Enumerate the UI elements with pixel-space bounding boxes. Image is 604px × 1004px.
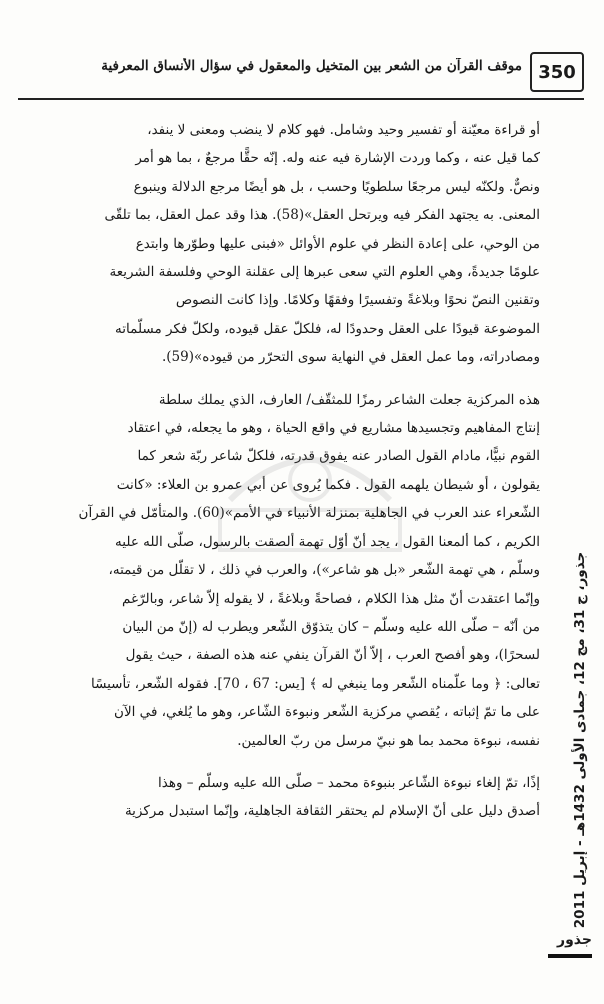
issue-sidebar — [566, 551, 594, 929]
text-line: أصدق دليل على أنّ الإسلام لم يحتقر الثقافة الجاهلية، وإنّما استبدل مركزية — [124, 803, 540, 820]
paragraph-2 — [20, 386, 540, 755]
text-line: ونصٌّ. ولكنّه ليس مرجعًا سلطويًا وحسب ، بل هو أيضًا مرجع الدلالة وينبوع — [133, 178, 540, 195]
text-line: المعنى. به يجتهد الفكر فيه ويرتحل العقل»(58). هذا وقد عمل العقل، بما تلقّى — [104, 207, 540, 224]
text-line: من الوحي، على إعادة النظر في علوم الأوائل «فبنى عليها وطوّرها وابتدع — [135, 235, 540, 252]
page-number: 350 — [530, 52, 584, 92]
text-line: الشّعراء عند العرب في الجاهلية بمنزلة الأنبياء في الأمم»(60). والمتأمّل في القرآن — [78, 505, 540, 522]
paragraph-1 — [20, 116, 540, 372]
text-line: إنتاج المفاهيم وتجسيدها مشاريع في واقع الحياة ، وهو ما يجعله، في اعتقاد — [127, 420, 540, 437]
paragraph-3 — [20, 769, 540, 826]
page-header — [18, 48, 584, 100]
text-line: هذه المركزية جعلت الشاعر رمزًا للمثقّف/ العارف، الذي يملك سلطة — [158, 391, 540, 408]
text-line: ومصادراته، وما عمل العقل في النهاية سوى التحرّر من قيوده»(59). — [161, 349, 540, 366]
text-line: كما قيل عنه ، وكما وردت الإشارة فيه عنه وله. إنّه حقًّا مرجعٌ ، بما هو أمر — [135, 150, 540, 167]
text-line: من أنّه – صلّى الله عليه وسلّم – كان يتذوّق الشّعر ويطرب له (إنّ من البيان — [122, 618, 540, 635]
text-line: أو قراءة معيّنة أو تفسير وحيد وشامل. فهو كلام لا ينضب ومعنى لا ينفد، — [147, 122, 540, 138]
text-line: القوم نبيًّا، مادام القول الصادر عنه يفوق قدرته، فلكلّ شاعر ربّة شعر كما — [137, 448, 540, 465]
text-line: إذًا، تمّ إلغاء نبوءة الشّاعر بنبوءة محمد – صلّى الله عليه وسلّم – وهذا — [158, 774, 540, 791]
text-line: على ما تمّ إثباته ، يُقصي مركزية الشّعر ونبوءة الشّاعر، وهو ما يُلغي، في الآن — [114, 704, 540, 721]
text-line: نفسه، نبوءة محمد بما هو نبيّ مرسل من ربّ العالمين. — [237, 732, 540, 749]
journal-logo: جذور — [548, 932, 592, 958]
text-line: يقولون ، أو شيطان يلهمه القول . فكما يُروى عن أبي عمرو بن العلاء: «كانت — [116, 476, 540, 493]
text-line: وتقنين النصّ نحوًا وبلاغةً وتفسيرًا وفقهًا وكلامًا. وإذا كانت النصوص — [175, 292, 540, 309]
text-line: علومًا جديدةً، وهي العلوم التي سعى عبرها إلى عقلنة الوحي وفلسفة الشريعة — [109, 264, 540, 281]
text-line: تعالى: ﴿ وما علّمناه الشّعر وما ينبغي له ﴾ [يس: 67 ، 70]. فقوله الشّعر، تأسيسًا — [90, 675, 540, 692]
issue-info: جذور، ج 31، مج 12، جمادى الأولى 1432هـ - إبريل 2011 — [572, 551, 589, 929]
body-text — [20, 116, 540, 826]
text-line: لسحرًا)، وهو أفصح العرب ، إلاّ أنّ القرآن ينفي عنه هذه الصفة ، حيث يقول — [125, 647, 540, 664]
text-line: وإنّما اعتقدت أنّ مثل هذا الكلام ، فصاحةً وبلاغةً ، لا يقوله إلاّ شاعر، وبالرّغم — [122, 590, 540, 607]
text-line: الكريم ، كما ألمعنا القول ، يجد أنّ أوّل تهمة ألصقت بالرسول، صلّى الله عليه — [115, 533, 540, 550]
text-line: وسلّم ، هي تهمة الشّعر «بل هو شاعر»)، والعرب في ذلك ، لا تقلّل من قيمته، — [108, 562, 540, 579]
running-title: موقف القرآن من الشعر بين المتخيل والمعقول في سؤال الأنساق المعرفية — [101, 58, 522, 74]
text-line: الموضوعة قيودًا على العقل وحدودًا له، فلكلّ عقل قيوده، ولكلّ فكر مسلّماته — [115, 320, 540, 337]
